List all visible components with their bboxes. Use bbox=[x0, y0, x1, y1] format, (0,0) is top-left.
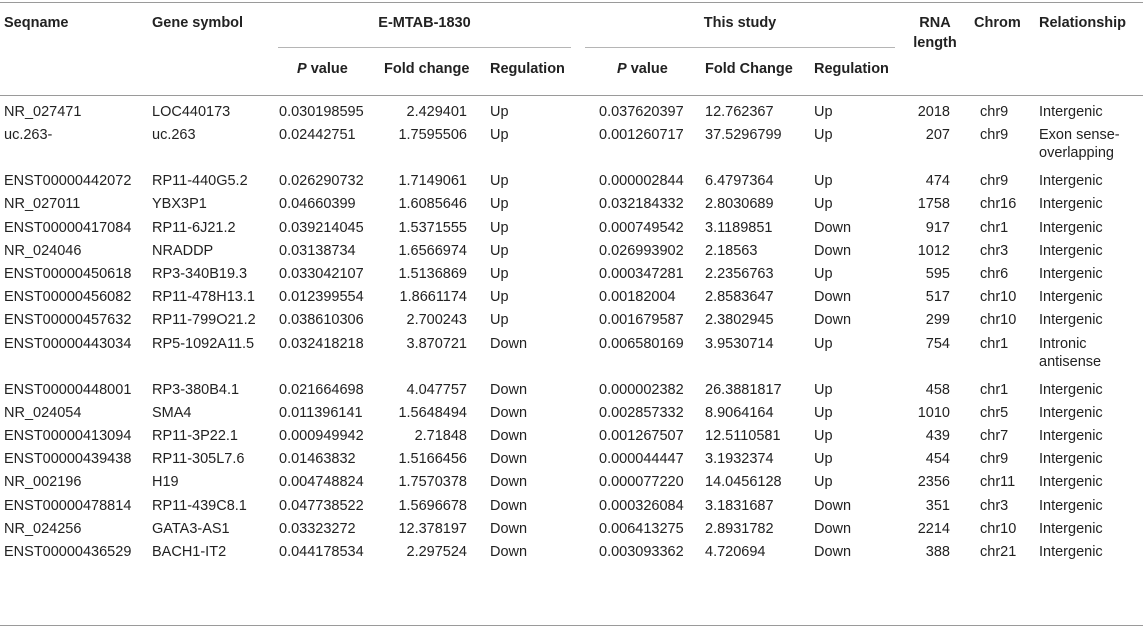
cell-seqname: NR_027471 bbox=[4, 104, 82, 120]
cell-gene-symbol: GATA3-AS1 bbox=[152, 520, 230, 537]
cell-regulation-1: Up bbox=[490, 104, 509, 120]
cell-regulation-1: Down bbox=[490, 544, 528, 560]
cell-gene-symbol: RP11-3P22.1 bbox=[152, 428, 238, 444]
cell-chrom: chr7 bbox=[980, 428, 1009, 444]
header-group-emtab: E-MTAB-1830 bbox=[378, 15, 471, 31]
cell-fold-change-1: 1.5136869 bbox=[398, 266, 467, 282]
cell-relationship: Intergenic bbox=[1039, 520, 1103, 537]
cell-p-value-2: 0.003093362 bbox=[599, 544, 684, 560]
cell-fold-change-2: 3.1189851 bbox=[705, 219, 773, 236]
cell-seqname: ENST00000442072 bbox=[4, 173, 132, 190]
cell-regulation-1: Up bbox=[490, 312, 509, 329]
group-rule-emtab bbox=[278, 47, 571, 48]
cell-relationship: Intergenic bbox=[1039, 312, 1103, 329]
cell-p-value-1: 0.021664698 bbox=[279, 381, 364, 398]
cell-p-value-2: 0.002857332 bbox=[599, 404, 684, 421]
cell-regulation-1: Down bbox=[490, 404, 528, 421]
table-row bbox=[0, 103, 1143, 126]
header-p-italic-2: P bbox=[617, 61, 627, 77]
cell-gene-symbol: RP11-305L7.6 bbox=[152, 451, 245, 468]
header-seqname: Seqname bbox=[4, 15, 69, 31]
cell-rna-length: 917 bbox=[925, 219, 950, 236]
cell-rna-length: 2214 bbox=[917, 520, 950, 537]
cell-regulation-1: Up bbox=[490, 266, 509, 282]
cell-p-value-1: 0.032418218 bbox=[279, 335, 364, 352]
cell-regulation-1: Up bbox=[490, 289, 509, 306]
cell-rna-length: 517 bbox=[925, 289, 950, 306]
cell-p-value-2: 0.000326084 bbox=[599, 497, 684, 514]
cell-rna-length: 388 bbox=[925, 544, 950, 560]
cell-seqname: ENST00000413094 bbox=[4, 428, 132, 444]
cell-relationship: Intergenic bbox=[1039, 104, 1103, 120]
table-row bbox=[0, 335, 1143, 370]
cell-p-value-1: 0.004748824 bbox=[279, 474, 364, 491]
cell-relationship: Exon sense- bbox=[1039, 127, 1120, 144]
cell-regulation-1: Down bbox=[490, 381, 528, 398]
cell-p-value-2: 0.006580169 bbox=[599, 335, 684, 352]
cell-fold-change-1: 1.6085646 bbox=[398, 196, 467, 213]
cell-gene-symbol: RP3-380B4.1 bbox=[152, 381, 240, 398]
cell-seqname: ENST00000436529 bbox=[4, 544, 132, 560]
cell-seqname: uc.263- bbox=[4, 127, 53, 144]
table-row bbox=[0, 473, 1143, 496]
cell-gene-symbol: NRADDP bbox=[152, 242, 214, 259]
cell-rna-length: 351 bbox=[925, 497, 950, 514]
cell-fold-change-1: 1.7149061 bbox=[398, 173, 467, 190]
cell-fold-change-1: 4.047757 bbox=[406, 381, 467, 398]
cell-rna-length: 299 bbox=[925, 312, 950, 329]
cell-regulation-2: Up bbox=[814, 404, 833, 421]
cell-gene-symbol: RP11-799O21.2 bbox=[152, 312, 256, 329]
cell-regulation-1: Down bbox=[490, 520, 528, 537]
cell-regulation-1: Down bbox=[490, 451, 528, 468]
table-row bbox=[0, 288, 1143, 311]
cell-relationship: Intergenic bbox=[1039, 289, 1103, 306]
cell-gene-symbol: uc.263 bbox=[152, 127, 196, 144]
cell-p-value-1: 0.026290732 bbox=[279, 173, 364, 190]
cell-regulation-2: Down bbox=[814, 520, 852, 537]
cell-p-value-2: 0.000077220 bbox=[599, 474, 684, 491]
cell-p-value-1: 0.03138734 bbox=[279, 242, 356, 259]
cell-rna-length: 1010 bbox=[917, 404, 950, 421]
table-row bbox=[0, 242, 1143, 265]
cell-rna-length: 439 bbox=[925, 428, 950, 444]
cell-gene-symbol: RP11-6J21.2 bbox=[152, 219, 236, 236]
cell-p-value-2: 0.000749542 bbox=[599, 219, 684, 236]
cell-p-value-2: 0.006413275 bbox=[599, 520, 684, 537]
cell-chrom: chr10 bbox=[980, 520, 1017, 537]
cell-chrom: chr9 bbox=[980, 127, 1009, 144]
cell-p-value-2: 0.037620397 bbox=[599, 104, 684, 120]
cell-gene-symbol: SMA4 bbox=[152, 404, 192, 421]
cell-regulation-2: Up bbox=[814, 104, 833, 120]
header-gene-symbol: Gene symbol bbox=[152, 15, 244, 31]
cell-fold-change-2: 8.9064164 bbox=[705, 404, 774, 421]
table-row bbox=[0, 543, 1143, 566]
cell-regulation-2: Up bbox=[814, 127, 833, 144]
header-relationship: Relationship bbox=[1039, 15, 1127, 31]
cell-fold-change-2: 3.9530714 bbox=[705, 335, 774, 352]
cell-fold-change-2: 26.3881817 bbox=[705, 381, 782, 398]
cell-p-value-1: 0.02442751 bbox=[279, 127, 356, 144]
group-rule-this-study bbox=[585, 47, 895, 48]
cell-p-value-2: 0.000002844 bbox=[599, 173, 684, 190]
cell-seqname: ENST00000417084 bbox=[4, 219, 132, 236]
cell-relationship: Intergenic bbox=[1039, 196, 1103, 213]
cell-p-value-2: 0.000347281 bbox=[599, 266, 684, 282]
cell-chrom: chr10 bbox=[980, 312, 1017, 329]
cell-gene-symbol: LOC440173 bbox=[152, 104, 231, 120]
cell-chrom: chr9 bbox=[980, 173, 1009, 190]
cell-chrom: chr1 bbox=[980, 219, 1009, 236]
cell-fold-change-2: 3.1831687 bbox=[705, 497, 774, 514]
header-fold-change-2: Fold Change bbox=[705, 61, 793, 77]
cell-fold-change-1: 1.7570378 bbox=[398, 474, 467, 491]
header-p-value-2 bbox=[617, 60, 668, 78]
cell-seqname: ENST00000456082 bbox=[4, 289, 132, 306]
cell-fold-change-2: 2.8931782 bbox=[705, 520, 774, 537]
cell-relationship: Intergenic bbox=[1039, 381, 1103, 398]
cell-regulation-2: Down bbox=[814, 544, 852, 560]
cell-regulation-1: Down bbox=[490, 428, 528, 444]
cell-relationship: Intergenic bbox=[1039, 451, 1103, 468]
table-row bbox=[0, 404, 1143, 427]
cell-fold-change-1: 1.7595506 bbox=[398, 127, 467, 144]
cell-fold-change-1: 2.71848 bbox=[414, 428, 467, 444]
cell-p-value-1: 0.000949942 bbox=[279, 428, 364, 444]
cell-regulation-1: Up bbox=[490, 219, 509, 236]
cell-p-value-1: 0.04660399 bbox=[279, 196, 356, 213]
cell-p-value-1: 0.039214045 bbox=[279, 219, 364, 236]
cell-seqname: NR_024256 bbox=[4, 520, 82, 537]
cell-p-value-2: 0.000044447 bbox=[599, 451, 684, 468]
cell-relationship: Intergenic bbox=[1039, 404, 1103, 421]
cell-gene-symbol: BACH1-IT2 bbox=[152, 544, 227, 560]
header-rna-length-line2: length bbox=[913, 35, 957, 51]
cell-chrom: chr6 bbox=[980, 266, 1009, 282]
cell-p-value-2: 0.00182004 bbox=[599, 289, 676, 306]
cell-fold-change-2: 12.5110581 bbox=[705, 428, 781, 444]
cell-relationship-line2: overlapping bbox=[1039, 145, 1114, 162]
table-row bbox=[0, 265, 1143, 288]
cell-p-value-1: 0.012399554 bbox=[279, 289, 364, 306]
cell-fold-change-2: 14.0456128 bbox=[705, 474, 782, 491]
cell-chrom: chr3 bbox=[980, 242, 1009, 259]
cell-regulation-2: Up bbox=[814, 451, 833, 468]
cell-relationship: Intergenic bbox=[1039, 242, 1103, 259]
cell-fold-change-2: 2.18563 bbox=[705, 242, 758, 259]
cell-fold-change-1: 1.5648494 bbox=[398, 404, 467, 421]
cell-fold-change-1: 2.297524 bbox=[406, 544, 467, 560]
cell-seqname: NR_002196 bbox=[4, 474, 82, 491]
cell-relationship: Intergenic bbox=[1039, 428, 1103, 444]
cell-p-value-2: 0.032184332 bbox=[599, 196, 684, 213]
table-row bbox=[0, 172, 1143, 195]
cell-regulation-2: Up bbox=[814, 335, 833, 352]
cell-seqname: NR_024046 bbox=[4, 242, 82, 259]
cell-regulation-1: Up bbox=[490, 173, 509, 190]
cell-rna-length: 595 bbox=[925, 266, 950, 282]
cell-relationship: Intergenic bbox=[1039, 497, 1103, 514]
cell-p-value-2: 0.001267507 bbox=[599, 428, 684, 444]
cell-regulation-1: Down bbox=[490, 335, 528, 352]
cell-rna-length: 474 bbox=[925, 173, 950, 190]
cell-fold-change-2: 2.8030689 bbox=[705, 196, 774, 213]
cell-seqname: ENST00000448001 bbox=[4, 381, 132, 398]
cell-gene-symbol: RP3-340B19.3 bbox=[152, 266, 248, 282]
cell-chrom: chr21 bbox=[980, 544, 1017, 560]
cell-gene-symbol: YBX3P1 bbox=[152, 196, 207, 213]
cell-seqname: ENST00000450618 bbox=[4, 266, 132, 282]
cell-chrom: chr9 bbox=[980, 451, 1009, 468]
cell-rna-length: 1758 bbox=[917, 196, 950, 213]
cell-relationship: Intergenic bbox=[1039, 266, 1103, 282]
table-row bbox=[0, 219, 1143, 242]
cell-p-value-1: 0.033042107 bbox=[279, 266, 364, 282]
cell-rna-length: 754 bbox=[925, 335, 950, 352]
cell-chrom: chr16 bbox=[980, 196, 1017, 213]
header-p-rest-1: value bbox=[306, 61, 348, 77]
cell-p-value-1: 0.03323272 bbox=[279, 520, 356, 537]
header-p-italic-1: P bbox=[297, 61, 307, 77]
cell-regulation-2: Up bbox=[814, 428, 833, 444]
header-regulation-1: Regulation bbox=[490, 61, 565, 77]
cell-p-value-1: 0.030198595 bbox=[279, 104, 364, 120]
cell-regulation-2: Up bbox=[814, 173, 833, 190]
cell-relationship: Intronic bbox=[1039, 335, 1087, 352]
cell-chrom: chr10 bbox=[980, 289, 1017, 306]
cell-relationship-line2: antisense bbox=[1039, 353, 1102, 370]
table-row bbox=[0, 126, 1143, 162]
cell-fold-change-1: 2.429401 bbox=[406, 104, 467, 120]
table-row bbox=[0, 497, 1143, 520]
cell-regulation-2: Up bbox=[814, 381, 833, 398]
cell-seqname: ENST00000443034 bbox=[4, 335, 132, 352]
header-bottom-rule bbox=[0, 95, 1143, 96]
cell-fold-change-1: 1.5166456 bbox=[398, 451, 467, 468]
cell-p-value-2: 0.001260717 bbox=[599, 127, 684, 144]
cell-fold-change-2: 12.762367 bbox=[705, 104, 774, 120]
cell-fold-change-2: 4.720694 bbox=[705, 544, 766, 560]
cell-fold-change-1: 1.6566974 bbox=[398, 242, 467, 259]
cell-seqname: ENST00000439438 bbox=[4, 451, 132, 468]
cell-gene-symbol: RP5-1092A11.5 bbox=[152, 335, 255, 352]
header-group-this-study: This study bbox=[703, 15, 777, 31]
cell-p-value-1: 0.038610306 bbox=[279, 312, 364, 329]
cell-seqname: NR_027011 bbox=[4, 196, 81, 213]
cell-rna-length: 2356 bbox=[917, 474, 950, 491]
cell-regulation-1: Up bbox=[490, 242, 509, 259]
cell-p-value-2: 0.001679587 bbox=[599, 312, 684, 329]
cell-fold-change-1: 2.700243 bbox=[406, 312, 467, 329]
cell-gene-symbol: RP11-478H13.1 bbox=[152, 289, 255, 306]
table-row bbox=[0, 195, 1143, 218]
cell-relationship: Intergenic bbox=[1039, 219, 1103, 236]
cell-regulation-2: Up bbox=[814, 474, 833, 491]
cell-chrom: chr9 bbox=[980, 104, 1009, 120]
table-bottom-rule bbox=[0, 625, 1143, 626]
header-rna-length-line1: RNA bbox=[919, 15, 951, 31]
cell-fold-change-2: 6.4797364 bbox=[705, 173, 774, 190]
cell-relationship: Intergenic bbox=[1039, 474, 1103, 491]
cell-relationship: Intergenic bbox=[1039, 544, 1103, 560]
cell-rna-length: 207 bbox=[925, 127, 950, 144]
cell-rna-length: 458 bbox=[925, 381, 950, 398]
cell-fold-change-2: 37.5296799 bbox=[705, 127, 782, 144]
cell-regulation-2: Up bbox=[814, 196, 833, 213]
cell-fold-change-1: 12.378197 bbox=[398, 520, 467, 537]
cell-p-value-1: 0.047738522 bbox=[279, 497, 364, 514]
cell-regulation-2: Down bbox=[814, 289, 852, 306]
cell-regulation-2: Down bbox=[814, 312, 852, 329]
cell-rna-length: 454 bbox=[925, 451, 950, 468]
cell-chrom: chr1 bbox=[980, 335, 1009, 352]
cell-regulation-1: Up bbox=[490, 196, 509, 213]
table-top-rule bbox=[0, 2, 1143, 3]
table-row bbox=[0, 427, 1143, 450]
table-row bbox=[0, 311, 1143, 334]
cell-regulation-1: Up bbox=[490, 127, 509, 144]
cell-chrom: chr5 bbox=[980, 404, 1009, 421]
cell-chrom: chr3 bbox=[980, 497, 1009, 514]
cell-p-value-1: 0.01463832 bbox=[279, 451, 356, 468]
cell-regulation-2: Down bbox=[814, 219, 852, 236]
table-row bbox=[0, 520, 1143, 543]
cell-chrom: chr11 bbox=[980, 474, 1016, 491]
cell-regulation-2: Down bbox=[814, 242, 852, 259]
cell-fold-change-2: 2.2356763 bbox=[705, 266, 774, 282]
header-p-rest-2: value bbox=[626, 61, 668, 77]
cell-seqname: ENST00000457632 bbox=[4, 312, 132, 329]
cell-seqname: ENST00000478814 bbox=[4, 497, 132, 514]
table-row bbox=[0, 381, 1143, 404]
table-row bbox=[0, 450, 1143, 473]
cell-fold-change-2: 2.3802945 bbox=[705, 312, 774, 329]
cell-p-value-2: 0.026993902 bbox=[599, 242, 684, 259]
cell-fold-change-1: 1.5371555 bbox=[398, 219, 467, 236]
cell-fold-change-1: 1.8661174 bbox=[399, 289, 467, 306]
header-chrom: Chrom bbox=[974, 15, 1021, 31]
cell-rna-length: 1012 bbox=[917, 242, 950, 259]
cell-regulation-2: Up bbox=[814, 266, 833, 282]
cell-gene-symbol: H19 bbox=[152, 474, 179, 491]
cell-p-value-1: 0.044178534 bbox=[279, 544, 364, 560]
cell-regulation-1: Down bbox=[490, 474, 528, 491]
cell-rna-length: 2018 bbox=[917, 104, 950, 120]
header-fold-change-1: Fold change bbox=[384, 61, 470, 77]
cell-gene-symbol: RP11-439C8.1 bbox=[152, 497, 247, 514]
header-regulation-2: Regulation bbox=[814, 61, 889, 77]
cell-chrom: chr1 bbox=[980, 381, 1009, 398]
cell-regulation-1: Down bbox=[490, 497, 528, 514]
cell-fold-change-2: 3.1932374 bbox=[705, 451, 774, 468]
cell-gene-symbol: RP11-440G5.2 bbox=[152, 173, 248, 190]
cell-p-value-1: 0.011396141 bbox=[279, 404, 363, 421]
cell-regulation-2: Down bbox=[814, 497, 852, 514]
cell-relationship: Intergenic bbox=[1039, 173, 1103, 190]
cell-fold-change-1: 3.870721 bbox=[406, 335, 467, 352]
cell-fold-change-2: 2.8583647 bbox=[705, 289, 774, 306]
cell-p-value-2: 0.000002382 bbox=[599, 381, 684, 398]
cell-seqname: NR_024054 bbox=[4, 404, 82, 421]
header-p-value-1 bbox=[297, 60, 348, 78]
cell-fold-change-1: 1.5696678 bbox=[398, 497, 467, 514]
